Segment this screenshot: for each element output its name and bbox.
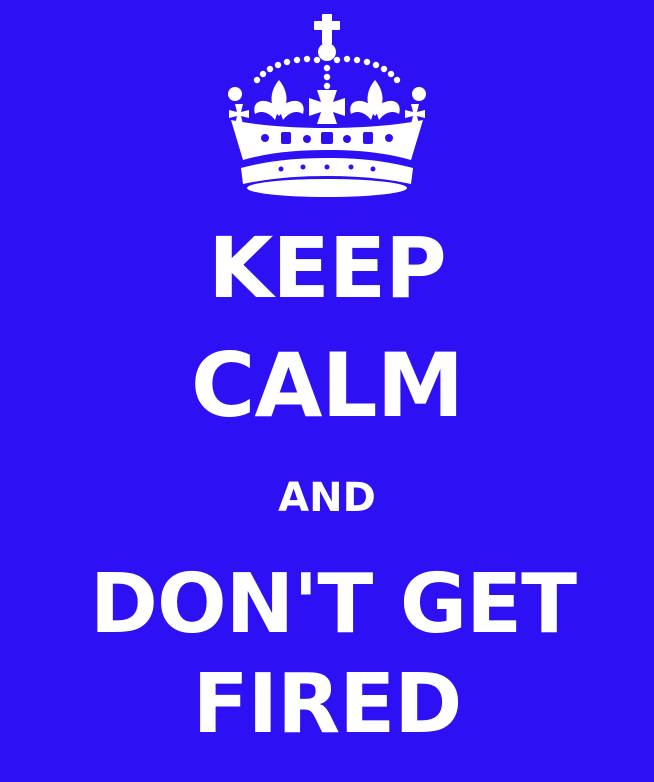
connector-and: AND — [278, 475, 376, 521]
headline-calm: CALM — [190, 334, 464, 437]
tagline-dont-get: DON'T GET — [89, 557, 577, 652]
royal-crown-icon — [221, 12, 433, 198]
tagline-fired: FIRED — [192, 657, 462, 752]
headline-keep: KEEP — [208, 219, 446, 317]
